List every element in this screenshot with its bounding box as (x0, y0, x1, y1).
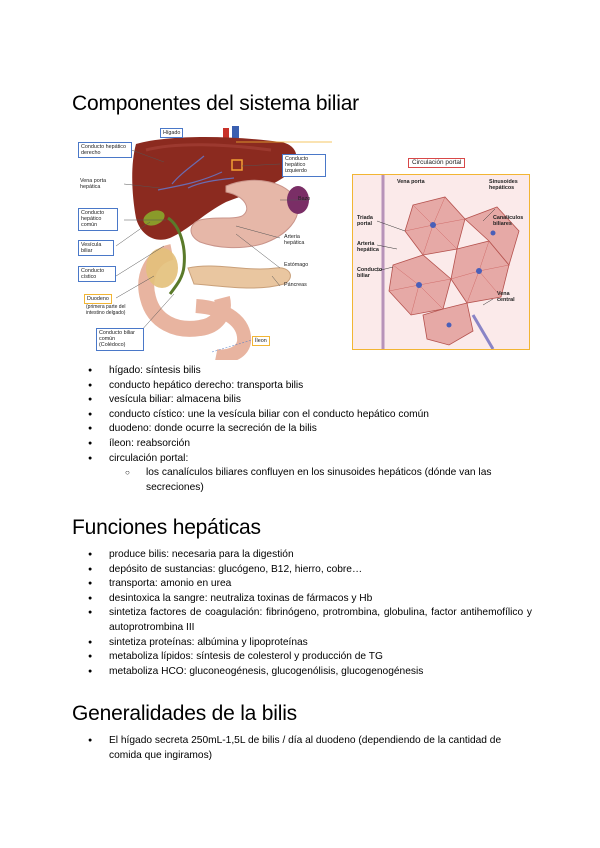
label-conducto-comun: Conducto hepático común (78, 208, 118, 231)
list-item-circulacion (72, 452, 532, 496)
label-higado: Hígado (160, 128, 183, 138)
label-duodeno-note: (primera parte del intestino delgado) (86, 304, 126, 317)
section-title-hepaticas: Funciones hepáticas (72, 516, 261, 539)
sub-list-item: ○ los canalículos biliares confluyen en los sinusoides hepáticos (dónde van las secreciones) (109, 466, 532, 495)
section-title-bilis: Generalidades de la bilis (72, 702, 297, 725)
biliar-list (72, 364, 532, 495)
label-pancreas: Páncreas (284, 282, 307, 288)
label-estomago: Estómago (284, 262, 309, 268)
lobule-label-arteria: Arteria hepática (357, 241, 379, 254)
lobule-label-canaliculos: Canalículos biliares (493, 215, 524, 228)
lobule-label-vena-porta: Vena porta (397, 179, 425, 185)
lobule-frame (352, 174, 530, 350)
list-item: ● El hígado secreta 250mL-1,5L de bilis / día al duodeno (dependiendo de la cantidad de comida que ingiramos) (72, 734, 532, 763)
list-item: ● sintetiza proteínas: albúmina y lipoproteínas (72, 636, 532, 651)
label-vena-porta: Vena porta hepática (80, 178, 107, 191)
list-item-text: circulación portal: (109, 452, 189, 464)
label-arteria: Arteria hepática (284, 234, 305, 247)
list-item: ● depósito de sustancias: glucógeno, B12, hierro, cobre… (72, 563, 532, 578)
label-conducto-cistico: Conducto cístico (78, 266, 116, 282)
list-item: ● metaboliza HCO: gluconeogénesis, glucogenólisis, glucogenogénesis (72, 665, 532, 680)
label-conducto-biliar: Conducto biliar común (Colédoco) (96, 328, 144, 351)
list-item: ● produce bilis: necesaria para la digestión (72, 548, 532, 563)
label-conducto-derecho: Conducto hepático derecho (78, 142, 132, 158)
list-item: ● sintetiza factores de coagulación: fibrinógeno, protrombina, globulina, factor antihemofílico y autoprotrombina III (72, 606, 532, 635)
label-ileon: Íleon (252, 336, 270, 346)
label-duodeno: Duodeno (84, 294, 112, 304)
list-item: ● transporta: amonio en urea (72, 577, 532, 592)
bilis-list (72, 734, 532, 763)
list-item: ● íleon: reabsorción (72, 437, 532, 452)
lobule-label-vena-central: Vena central (497, 291, 515, 304)
label-vesicula: Vesícula biliar (78, 240, 114, 256)
lobule-label-sinusoides: Sinusoides hepáticos (489, 179, 518, 192)
liver-anatomy-figure (76, 126, 332, 360)
label-bazo: Bazo (298, 196, 311, 202)
list-item: ● duodeno: donde ocurre la secreción de la bilis (72, 422, 532, 437)
sub-list (109, 466, 532, 495)
list-item: ● conducto cístico: une la vesícula biliar con el conducto hepático común (72, 408, 532, 423)
label-circulacion-portal: Circulación portal (408, 158, 465, 168)
hepaticas-list (72, 548, 532, 679)
section-title-biliar: Componentes del sistema biliar (72, 92, 359, 115)
list-item: ● conducto hepático derecho: transporta bilis (72, 379, 532, 394)
list-item: ● vesícula biliar: almacena bilis (72, 393, 532, 408)
list-item: ● hígado: síntesis bilis (72, 364, 532, 379)
list-item: ● desintoxica la sangre: neutraliza toxinas de fármacos y Hb (72, 592, 532, 607)
liver-lobule-figure (346, 158, 528, 348)
lobule-illustration (353, 175, 529, 349)
list-item: ● metaboliza lípidos: síntesis de colesterol y producción de TG (72, 650, 532, 665)
lobule-label-conducto: Conducto biliar (357, 267, 383, 280)
label-conducto-izquierdo: Conducto hepático izquierdo (282, 154, 326, 177)
lobule-label-triada: Triada portal (357, 215, 373, 228)
